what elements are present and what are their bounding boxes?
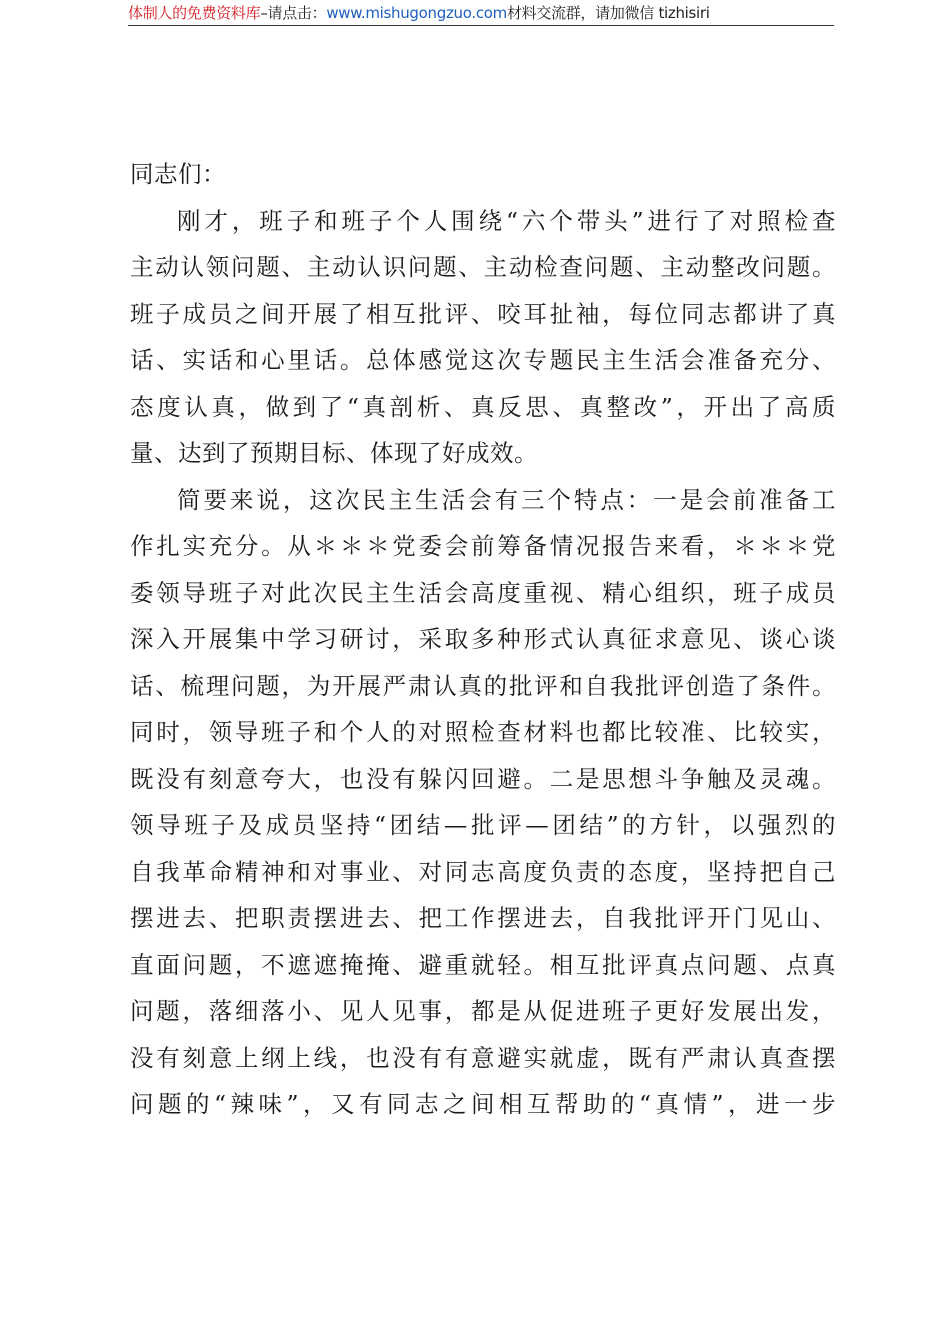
header-divider — [128, 25, 834, 26]
paragraph-2-line-14: 问题的“辣味”，又有同志之间相互帮助的“真情”，进一步 — [130, 1090, 836, 1118]
paragraph-2-line-3: 委领导班子对此次民主生活会高度重视、精心组织，班子成员 — [130, 578, 836, 607]
paragraph-2-line-11: 直面问题，不遮遮掩掩、避重就轻。相互批评真点问题、点真 — [130, 950, 836, 979]
paragraph-2-line-4: 深入开展集中学习研讨，采取多种形式认真征求意见、谈心谈 — [130, 625, 836, 653]
header-prompt: –请点击： — [260, 4, 327, 22]
paragraph-1-line-6: 量、达到了预期目标、体现了好成效。 — [130, 439, 538, 467]
paragraph-2-line-9: 自我革命精神和对事业、对同志高度负责的态度，坚持把自己 — [130, 857, 836, 886]
paragraph-2-line-5: 话、梳理问题，为开展严肃认真的批评和自我批评创造了条件。 — [130, 671, 836, 700]
page-header — [128, 2, 834, 26]
paragraph-1-line-2: 主动认领问题、主动认识问题、主动检查问题、主动整改问题。 — [130, 253, 836, 281]
paragraph-2-line-12: 问题，落细落小、见人见事，都是从促进班子更好发展出发， — [130, 997, 836, 1025]
header-site-name: 体制人的免费资料库 — [128, 4, 261, 22]
document-body — [130, 151, 836, 1128]
paragraph-2-line-8: 领导班子及成员坚持“团结—批评—团结”的方针，以强烈的 — [130, 811, 836, 839]
paragraph-2-line-6: 同时，领导班子和个人的对照检查材料也都比较准、比较实， — [130, 718, 836, 746]
paragraph-2-line-13: 没有刻意上纲上线，也没有有意避实就虚，既有严肃认真查摆 — [130, 1043, 836, 1072]
paragraph-2-line-10: 摆进去、把职责摆进去、把工作摆进去，自我批评开门见山、 — [130, 904, 836, 932]
paragraph-1-line-4: 话、实话和心里话。总体感觉这次专题民主生活会准备充分、 — [130, 346, 836, 374]
paragraph-1-line-1: 刚才，班子和班子个人围绕“六个带头”进行了对照检查 — [177, 206, 836, 235]
header-link[interactable]: www.mishugongzuo.com — [326, 4, 507, 22]
paragraph-2-line-1: 简要来说，这次民主生活会有三个特点：一是会前准备工 — [177, 485, 836, 514]
paragraph-1-line-3: 班子成员之间开展了相互批评、咬耳扯袖，每位同志都讲了真 — [130, 299, 836, 328]
salutation: 同志们： — [130, 160, 226, 188]
paragraph-1-line-5: 态度认真，做到了“真剖析、真反思、真整改”，开出了高质 — [130, 392, 836, 421]
header-note: 材料交流群，请加微信 tizhisiri — [506, 4, 710, 22]
paragraph-2-line-7: 既没有刻意夸大，也没有躲闪回避。二是思想斗争触及灵魂。 — [130, 764, 836, 793]
paragraph-2-line-2: 作扎实充分。从＊＊＊党委会前筹备情况报告来看，＊＊＊党 — [130, 532, 836, 560]
